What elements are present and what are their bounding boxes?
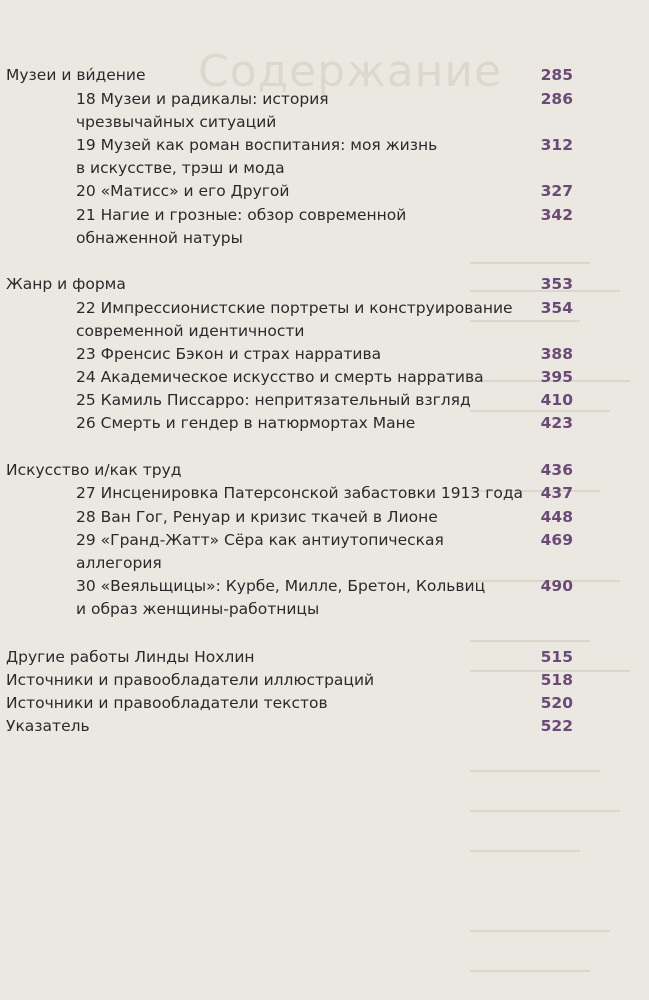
- toc-page-number: 423: [540, 414, 573, 432]
- toc-page-number: 410: [540, 391, 573, 409]
- toc-section-title: Жанр и форма: [6, 275, 126, 293]
- toc-page-number: 522: [540, 717, 573, 735]
- toc-appendix-title: Указатель: [6, 717, 90, 735]
- toc-page-number: 285: [540, 66, 573, 84]
- toc-chapter-title: 25 Камиль Писсарро: непритязательный взгляд: [76, 391, 471, 409]
- toc-page-number: 520: [540, 694, 573, 712]
- toc-chapter-title: 27 Инсценировка Патерсонской забастовки 1913 года: [76, 484, 524, 502]
- toc-section-title: Музеи и ви́дение: [6, 66, 146, 84]
- toc-page-number: 436: [540, 461, 573, 479]
- toc-page-number: 515: [540, 648, 573, 666]
- toc-page-number: 286: [540, 90, 573, 108]
- toc-chapter-title-line: в искусстве, трэш и мода: [76, 159, 285, 177]
- toc-chapter-title: 18 Музеи и радикалы: история: [76, 90, 329, 108]
- toc-page-number: 437: [540, 484, 573, 502]
- toc-chapter-title-line: современной идентичности: [76, 322, 305, 340]
- toc-page-number: 448: [540, 508, 573, 526]
- toc-chapter-title-line: обнаженной натуры: [76, 229, 243, 247]
- toc-chapter-title: 26 Смерть и гендер в натюрмортах Мане: [76, 414, 416, 432]
- toc-appendix-title: Другие работы Линды Нохлин: [6, 648, 255, 666]
- toc-page-number: 327: [540, 182, 573, 200]
- toc-chapter-title: 20 «Матисс» и его Другой: [76, 182, 290, 200]
- toc-chapter-title: 24 Академическое искусство и смерть нарратива: [76, 368, 484, 386]
- toc-chapter-title: 21 Нагие и грозные: обзор современной: [76, 206, 407, 224]
- toc-chapter-title: 30 «Веяльщицы»: Курбе, Милле, Бретон, Кольвиц: [76, 577, 486, 595]
- toc-page-number: 354: [540, 299, 573, 317]
- toc-page-number: 518: [540, 671, 573, 689]
- toc-page-number: 353: [540, 275, 573, 293]
- toc-chapter-title-line: чрезвычайных ситуаций: [76, 113, 277, 131]
- toc-page-number: 395: [540, 368, 573, 386]
- toc-appendix-title: Источники и правообладатели иллюстраций: [6, 671, 375, 689]
- toc-page-number: 388: [540, 345, 573, 363]
- toc-chapter-title: 22 Импрессионистские портреты и конструирование: [76, 299, 513, 317]
- toc-chapter-title: 29 «Гранд-Жатт» Сёра как антиутопическая: [76, 531, 444, 549]
- toc-page-number: 490: [540, 577, 573, 595]
- toc-appendix-title: Источники и правообладатели текстов: [6, 694, 328, 712]
- toc-page-number: 469: [540, 531, 573, 549]
- toc-chapter-title: 28 Ван Гог, Ренуар и кризис ткачей в Лионе: [76, 508, 438, 526]
- toc-page-number: 342: [540, 206, 573, 224]
- toc-chapter-title: 19 Музей как роман воспитания: моя жизнь: [76, 136, 438, 154]
- toc-section-title: Искусство и/как труд: [6, 461, 182, 479]
- toc-chapter-title-line: аллегория: [76, 554, 162, 572]
- toc-chapter-title: 23 Френсис Бэкон и страх нарратива: [76, 345, 382, 363]
- toc-chapter-title-line: и образ женщины-работницы: [76, 600, 320, 618]
- toc-page-number: 312: [540, 136, 573, 154]
- ghost-page-title: Содержание: [198, 46, 503, 97]
